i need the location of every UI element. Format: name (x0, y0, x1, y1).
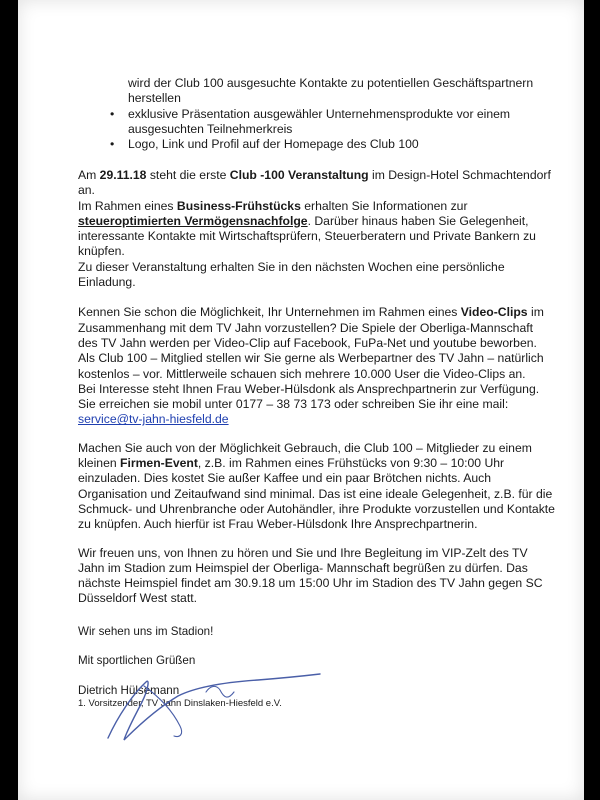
closing-greeting: Mit sportlichen Grüßen (78, 654, 196, 668)
list-item-text: exklusive Präsentation ausgewähler Unternehmensprodukte vor einem ausgesuchten Teilnehmerkreis (128, 106, 511, 136)
breakfast-term: Business-Frühstücks (176, 198, 301, 213)
paragraph-event (78, 168, 556, 290)
event-date: 29.11.18 (99, 168, 147, 182)
text-run: im Design-Hotel Schmachtendorf an. (78, 168, 551, 198)
text-run: erhalten Sie Informationen zur (300, 198, 468, 213)
text-run: . Darüber hinaus haben Sie Gelegenheit, interessante Kontakte mit Wirtschaftsprüfern, Steuerberatern und Private Bankern zu knüpfen. (78, 213, 536, 259)
paragraph-firmen-event (78, 441, 556, 533)
text-run: Kennen Sie schon die Möglichkeit, Ihr Unternehmen im Rahmen eines (78, 305, 461, 320)
topic-term: steueroptimierten Vermögensnachfolge (78, 213, 308, 228)
text-run: Machen Sie auch von der Möglichkeit Gebrauch, die Club 100 – Mitglieder zu einem kleinen (78, 440, 532, 471)
text-run: Zu dieser Veranstaltung erhalten Sie in den nächsten Wochen eine persönliche Einladung. (78, 259, 505, 290)
event-name: Club -100 Veranstaltung (229, 168, 369, 182)
list-item (108, 107, 548, 138)
text-run: Bei Interesse steht Ihnen Frau Weber-Hülsdonk als Ansprechpartnerin zur Verfügung. Sie erreichen sie mobil unter 0177 – 38 73 173 oder schreiben Sie ihr eine mail: (78, 381, 540, 412)
signer-role: 1. Vorsitzender, TV Jahn Dinslaken-Hiesfeld e.V. (78, 697, 282, 709)
letter-page (18, 0, 584, 800)
email-link[interactable]: service@tv-jahn-hiesfeld.de (78, 412, 229, 427)
text-run: , z.B. im Rahmen eines Frühstücks von 9:30 – 10:00 Uhr einzuladen. Dies kostet Sie außer Kaffee und ein paar Brötchen nichts. Auch Organisation und Zeitaufwand sind minimal. Das ist eine ideale Gelegenheit, z.B. für die Schmuck- und Uhrenbranche oder Autohändler, ihre Produkte vorzustellen und Kontakte zu knüpfen. Auch hierfür ist Frau Weber-Hülsdonk Ihre Ansprechpartnerin. (78, 456, 555, 532)
paragraph-video (78, 305, 556, 427)
closing-stadium: Wir sehen uns im Stadion! (78, 625, 214, 638)
list-item (108, 137, 548, 152)
video-clip-term: Video-Clips (460, 305, 528, 320)
bullet-icon: • (110, 106, 115, 121)
benefits-list (108, 76, 548, 152)
letter-body (78, 168, 556, 607)
text-run: Im Rahmen eines (78, 198, 177, 213)
list-item-continuation: wird der Club 100 ausgesuchte Kontakte zu potentiellen Geschäftspartnern herstellen (128, 76, 534, 106)
paragraph-invitation: Wir freuen uns, von Ihnen zu hören und Sie und Ihre Begleitung im VIP-Zelt des TV Jahn im Stadion zum Heimspiel der Oberliga- Mannschaft begrüßen zu dürfen. Das nächste Heimspiel findet am 30.9.18 um 15:00 Uhr im Stadion des TV Jahn gegen SC Düsseldorf West statt. (78, 545, 543, 606)
text-run: Am (78, 168, 100, 182)
handwritten-signature (88, 656, 348, 756)
signer-name: Dietrich Hülsemann (78, 683, 180, 697)
list-item-text: Logo, Link und Profil auf der Homepage des Club 100 (128, 137, 419, 152)
firmen-event-term: Firmen-Event (120, 456, 198, 471)
bullet-icon: • (110, 137, 115, 152)
text-run: steht die erste (146, 168, 230, 182)
text-run: im Zusammenhang mit dem TV Jahn vorzustellen? Die Spiele der Oberliga-Mannschaft des TV Jahn werden per Video-Clip auf Facebook, FuPa-Net und youtube beworben. Als Club 100 – Mitglied stellen wir Sie gerne als Werbepartner des TV Jahn – natürlich kostenlos – vor. Mittlerweile schauen sich mehrere 10.000 User die Video-Clips an. (78, 305, 544, 381)
